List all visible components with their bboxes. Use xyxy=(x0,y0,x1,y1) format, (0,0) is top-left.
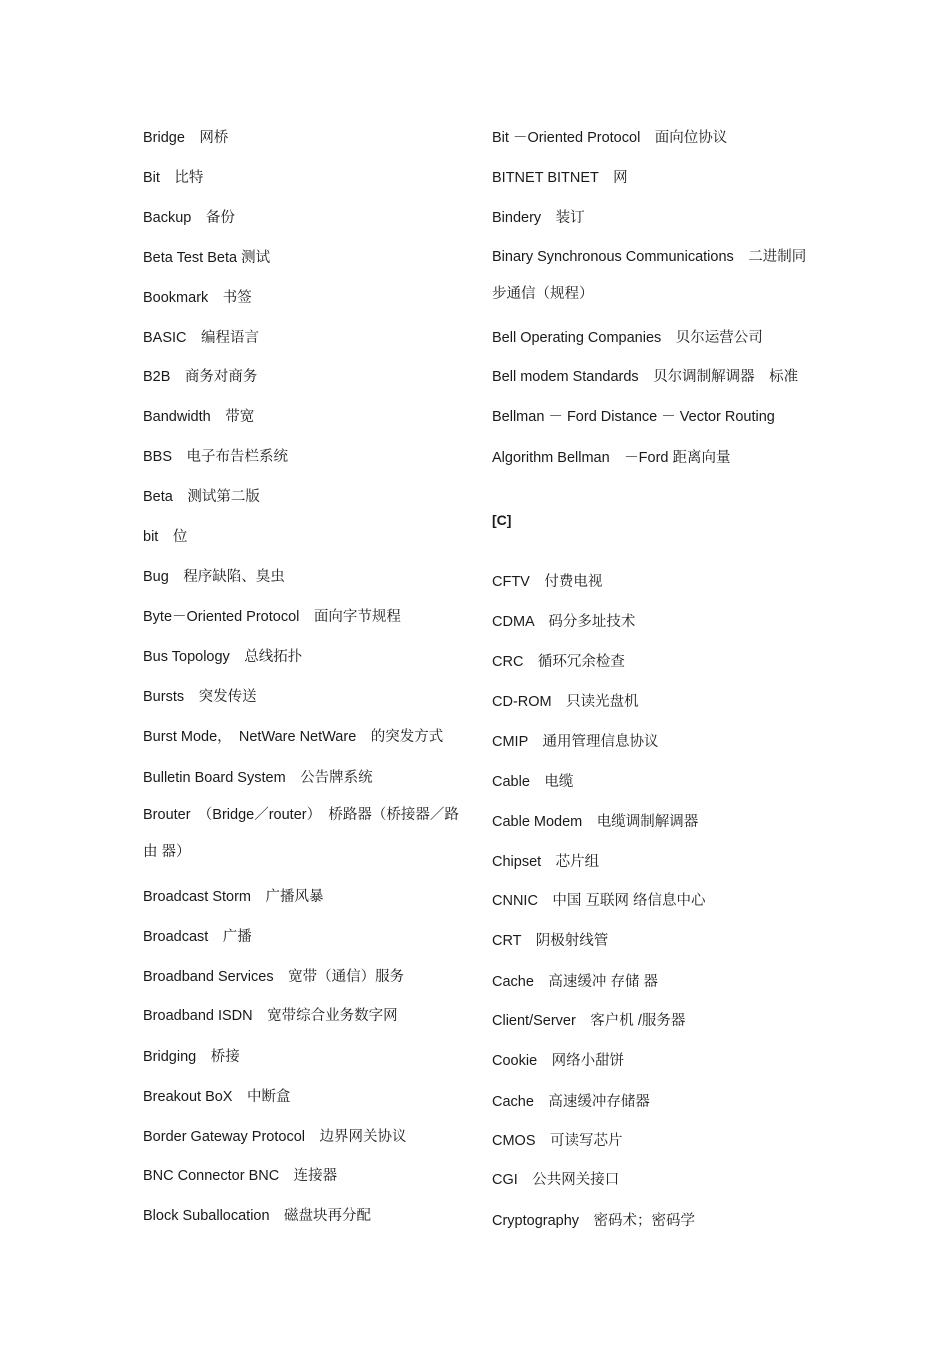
glossary-entry: CFTV 付费电视 xyxy=(492,574,603,590)
glossary-entry: BNC Connector BNC 连接器 xyxy=(143,1168,338,1184)
glossary-entry: Bulletin Board System 公告牌系统 xyxy=(143,770,373,786)
glossary-entry: Bookmark 书签 xyxy=(143,290,252,306)
glossary-entry: Client/Server 客户机 /服务器 xyxy=(492,1013,686,1029)
glossary-entry: Bus Topology 总线拓扑 xyxy=(143,649,303,665)
glossary-entry: Broadband ISDN 宽带综合业务数字网 xyxy=(143,1008,398,1024)
glossary-entry: Bell modem Standards 贝尔调制解调器 标准 xyxy=(492,369,799,385)
glossary-entry: Chipset 芯片组 xyxy=(492,854,600,870)
glossary-entry: Bit －Oriented Protocol 面向位协议 xyxy=(492,130,728,146)
glossary-entry: Broadband Services 宽带（通信）服务 xyxy=(143,969,405,985)
glossary-entry: Burst Mode， NetWare NetWare 的突发方式 xyxy=(143,729,444,745)
glossary-entry: Bellman － Ford Distance － Vector Routing xyxy=(492,409,775,425)
glossary-entry: Block Suballocation 磁盘块再分配 xyxy=(143,1208,372,1224)
glossary-entry: CD-ROM 只读光盘机 xyxy=(492,694,639,710)
glossary-entry: Bell Operating Companies 贝尔运营公司 xyxy=(492,330,763,346)
glossary-entry: Bridge 网桥 xyxy=(143,130,229,146)
glossary-entry: CRT 阴极射线管 xyxy=(492,933,609,949)
glossary-entry: Cable 电缆 xyxy=(492,774,574,790)
glossary-entry: Algorithm Bellman －Ford 距离向量 xyxy=(492,450,731,466)
glossary-entry: CNNIC 中国 互联网 络信息中心 xyxy=(492,893,706,909)
glossary-entry: Cable Modem 电缆调制解调器 xyxy=(492,814,699,830)
glossary-entry: Bug 程序缺陷、臭虫 xyxy=(143,569,285,585)
glossary-entry: Bursts 突发传送 xyxy=(143,689,257,705)
glossary-entry: Byte－Oriented Protocol 面向字节规程 xyxy=(143,609,401,625)
glossary-entry: CGI 公共网关接口 xyxy=(492,1172,620,1188)
glossary-entry: BITNET BITNET 网 xyxy=(492,170,628,186)
glossary-entry: Bridging 桥接 xyxy=(143,1049,240,1065)
glossary-entry: Backup 备份 xyxy=(143,210,235,226)
glossary-entry: Brouter （Bridge／router） 桥路器（桥接器／路由 器） xyxy=(143,807,459,860)
glossary-entry: Beta 测试第二版 xyxy=(143,489,260,505)
glossary-entry: B2B 商务对商务 xyxy=(143,369,258,385)
glossary-entry: Bandwidth 带宽 xyxy=(143,409,255,425)
glossary-entry: Border Gateway Protocol 边界网关协议 xyxy=(143,1129,407,1145)
glossary-entry: Cache 高速缓冲存储器 xyxy=(492,1094,650,1110)
glossary-entry: Broadcast 广播 xyxy=(143,929,252,945)
glossary-entry: BBS 电子布告栏系统 xyxy=(143,449,289,465)
glossary-entry: CMIP 通用管理信息协议 xyxy=(492,734,659,750)
glossary-entry: BASIC 编程语言 xyxy=(143,330,260,346)
glossary-entry: Binary Synchronous Communications 二进制同步通信（规程） xyxy=(492,249,807,302)
glossary-entry: Bit 比特 xyxy=(143,170,204,186)
glossary-entry: CRC 循环冗余检查 xyxy=(492,654,625,670)
glossary-entry: Bindery 装订 xyxy=(492,210,585,226)
glossary-entry: Breakout BoX 中断盒 xyxy=(143,1089,291,1105)
glossary-entry: Cookie 网络小甜饼 xyxy=(492,1053,625,1069)
glossary-entry: bit 位 xyxy=(143,529,188,545)
glossary-entry: Broadcast Storm 广播风暴 xyxy=(143,889,324,905)
glossary-entry: Cryptography 密码术；密码学 xyxy=(492,1213,696,1229)
section-heading: [C] xyxy=(492,512,512,528)
glossary-entry: Beta Test Beta 测试 xyxy=(143,250,271,266)
glossary-entry: Cache 高速缓冲 存储 器 xyxy=(492,974,658,990)
glossary-entry: CMOS 可读写芯片 xyxy=(492,1133,623,1149)
glossary-entry: CDMA 码分多址技术 xyxy=(492,614,636,630)
